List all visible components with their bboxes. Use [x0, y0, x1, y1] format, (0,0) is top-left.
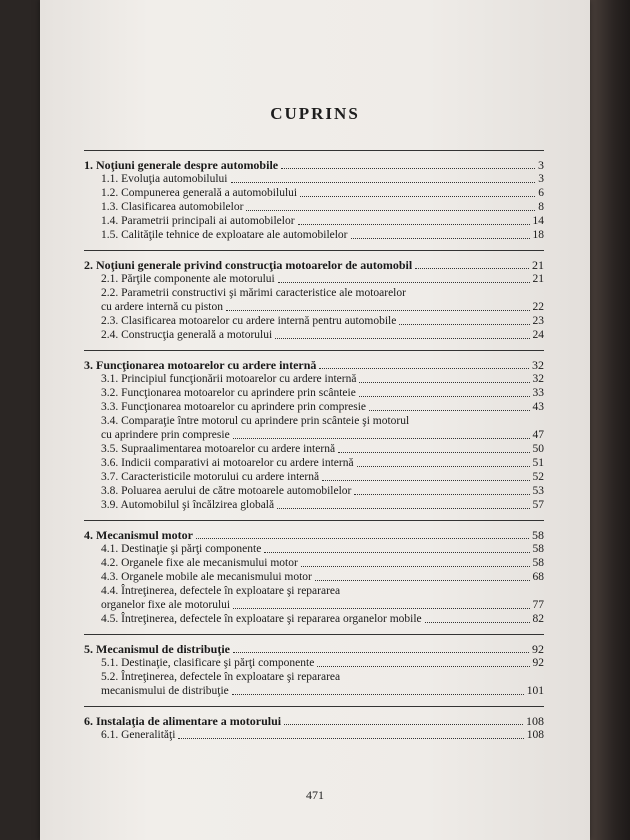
subsection-entry-page: 68: [532, 571, 544, 583]
subsection-entry: [84, 542, 544, 556]
subsection-entry-page: 58: [532, 543, 544, 555]
subsection-entry-text: 3.7. Caracteristicile motorului cu ardere internă: [101, 471, 320, 483]
dot-leader: [233, 608, 529, 609]
subsection-entry: [84, 484, 544, 498]
subsection-first-line: 5.2. Întreţinerea, defectele în exploatare şi repararea: [101, 671, 341, 683]
subsection-entry: [84, 386, 544, 400]
subsection-entry-page: 33: [532, 387, 544, 399]
toc-section: [84, 521, 544, 634]
subsection-entry: [84, 456, 544, 470]
subsection-entry: [84, 372, 544, 386]
toc-section: [84, 151, 544, 250]
chapter-heading: [84, 158, 544, 172]
chapter-heading: [84, 528, 544, 542]
subsection-entry: [84, 400, 544, 414]
dot-leader: [300, 196, 535, 197]
dot-leader: [246, 210, 535, 211]
subsection-entry-page: 3: [538, 173, 544, 185]
subsection-entry: [84, 300, 544, 314]
dot-leader: [264, 552, 529, 553]
book-page: [40, 0, 590, 840]
subsection-entry-page: 14: [532, 215, 544, 227]
subsection-entry: [84, 612, 544, 626]
subsection-entry: [84, 186, 544, 200]
subsection-entry: [84, 172, 544, 186]
dot-leader: [232, 694, 524, 695]
page-title: CUPRINS: [270, 104, 360, 123]
subsection-entry-text: 3.3. Funcţionarea motoarelor cu aprindere prin compresie: [101, 401, 367, 413]
chapter-heading-text: 4. Mecanismul motor: [84, 528, 193, 542]
subsection-entry-page: 92: [532, 657, 544, 669]
dot-leader: [178, 738, 523, 739]
subsection-entry-page: 53: [532, 485, 544, 497]
subsection-entry-page: 24: [532, 329, 544, 341]
subsection-entry: [84, 314, 544, 328]
dot-leader: [399, 324, 529, 325]
subsection-entry-text: 1.2. Compunerea generală a automobilului: [101, 187, 298, 199]
subsection-entry-page: 51: [532, 457, 544, 469]
dot-leader: [233, 438, 530, 439]
subsection-entry-page: 23: [532, 315, 544, 327]
subsection-entry-page: 57: [532, 499, 544, 511]
toc-section: [84, 635, 544, 706]
toc-section: [84, 251, 544, 350]
subsection-entry-text: cu ardere internă cu piston: [101, 301, 223, 313]
subsection-entry: [84, 728, 544, 742]
subsection-entry: [84, 570, 544, 584]
chapter-heading-page: 32: [532, 358, 544, 372]
subsection-entry-text: 2.4. Construcţia generală a motorului: [101, 329, 273, 341]
chapter-heading-text: 5. Mecanismul de distribuţie: [84, 642, 230, 656]
dot-leader: [359, 382, 529, 383]
subsection-first-line: 3.4. Comparaţie între motorul cu aprindere prin scânteie şi motorul: [101, 415, 410, 427]
subsection-entry-page: 77: [532, 599, 544, 611]
subsection-entry: [84, 214, 544, 228]
dot-leader: [354, 494, 529, 495]
subsection-entry-page: 43: [532, 401, 544, 413]
subsection-first-line: 4.4. Întreţinerea, defectele în exploatare şi repararea: [101, 585, 341, 597]
dot-leader: [315, 580, 530, 581]
subsection-entry-text: 4.5. Întreţinerea, defectele în exploatare şi repararea organelor mobile: [101, 613, 422, 625]
subsection-entry-text: 4.2. Organele fixe ale mecanismului motor: [101, 557, 298, 569]
subsection-entry-page: 32: [532, 373, 544, 385]
chapter-heading-page: 92: [532, 642, 544, 656]
dot-leader: [359, 396, 530, 397]
subsection-entry-page: 6: [538, 187, 544, 199]
subsection-entry-text: 2.3. Clasificarea motoarelor cu ardere internă pentru automobile: [101, 315, 397, 327]
chapter-heading-page: 58: [532, 528, 544, 542]
dot-leader: [301, 566, 530, 567]
subsection-entry-text: 2.1. Părţile componente ale motorului: [101, 273, 275, 285]
subsection-entry-text: cu aprindere prin compresie: [101, 429, 230, 441]
dot-leader: [298, 224, 530, 225]
subsection-entry: [84, 228, 544, 242]
subsection-first-line: 2.2. Parametrii constructivi şi mărimi caracteristice ale motoarelor: [101, 287, 406, 299]
table-of-contents: [84, 150, 544, 750]
subsection-entry: [84, 470, 544, 484]
dot-leader: [425, 622, 530, 623]
chapter-heading-text: 6. Instalaţia de alimentare a motorului: [84, 714, 282, 728]
chapter-heading-page: 3: [538, 158, 544, 172]
subsection-entry-page: 58: [532, 557, 544, 569]
subsection-entry-page: 8: [538, 201, 544, 213]
subsection-entry-text: 1.1. Evoluţia automobilului: [101, 173, 228, 185]
dot-leader: [226, 310, 530, 311]
subsection-entry-text: 1.4. Parametrii principali ai automobilelor: [101, 215, 295, 227]
dot-leader: [415, 268, 529, 269]
chapter-heading-text: 2. Noţiuni generale privind construcţia motoarelor de automobil: [84, 258, 413, 272]
subsection-entry: [84, 656, 544, 670]
subsection-entry-page: 101: [526, 685, 544, 697]
subsection-entry-text: 4.1. Destinaţie şi părţi componente: [101, 543, 262, 555]
dot-leader: [319, 368, 529, 369]
chapter-heading-text: 1. Noţiuni generale despre automobile: [84, 158, 279, 172]
chapter-heading-page: 21: [532, 258, 544, 272]
subsection-entry-page: 52: [532, 471, 544, 483]
subsection-entry-text: 3.8. Poluarea aerului de către motoarele automobilelor: [101, 485, 352, 497]
dot-leader: [357, 466, 530, 467]
subsection-entry-text: 3.1. Principiul funcţionării motoarelor cu ardere internă: [101, 373, 357, 385]
subsection-entry: [84, 498, 544, 512]
book-spine: [590, 0, 630, 840]
dot-leader: [275, 338, 529, 339]
subsection-entry: [84, 442, 544, 456]
chapter-heading-text: 3. Funcţionarea motoarelor cu ardere internă: [84, 358, 317, 372]
dot-leader: [338, 452, 529, 453]
dot-leader: [233, 652, 529, 653]
subsection-entry-page: 50: [532, 443, 544, 455]
subsection-entry: [84, 328, 544, 342]
dot-leader: [278, 282, 530, 283]
subsection-entry: [84, 598, 544, 612]
dot-leader: [277, 508, 529, 509]
chapter-heading: [84, 358, 544, 372]
subsection-entry-text: 1.3. Clasificarea automobilelor: [101, 201, 244, 213]
dot-leader: [284, 724, 523, 725]
subsection-entry-page: 82: [532, 613, 544, 625]
subsection-entry-page: 21: [532, 273, 544, 285]
subsection-entry-text: 6.1. Generalităţi: [101, 729, 176, 741]
chapter-heading: [84, 642, 544, 656]
subsection-entry-text: 5.1. Destinaţie, clasificare şi părţi componente: [101, 657, 315, 669]
subsection-entry-page: 22: [532, 301, 544, 313]
chapter-heading-page: 108: [526, 714, 544, 728]
subsection-entry: [84, 556, 544, 570]
dot-leader: [369, 410, 529, 411]
chapter-heading: [84, 714, 544, 728]
subsection-entry-text: 3.5. Supraalimentarea motoarelor cu ardere internă: [101, 443, 336, 455]
page-number: 471: [306, 788, 324, 802]
toc-section: [84, 707, 544, 750]
dot-leader: [231, 182, 536, 183]
subsection-entry: [84, 272, 544, 286]
toc-section: [84, 351, 544, 520]
subsection-entry-text: 4.3. Organele mobile ale mecanismului motor: [101, 571, 312, 583]
subsection-entry-page: 18: [532, 229, 544, 241]
subsection-entry: [84, 428, 544, 442]
dot-leader: [351, 238, 530, 239]
subsection-entry-text: 3.9. Automobilul şi încălzirea globală: [101, 499, 275, 511]
dot-leader: [317, 666, 529, 667]
subsection-entry-page: 47: [532, 429, 544, 441]
subsection-entry-text: 3.6. Indicii comparativi ai motoarelor cu ardere internă: [101, 457, 354, 469]
dot-leader: [196, 538, 529, 539]
subsection-entry: [84, 684, 544, 698]
chapter-heading: [84, 258, 544, 272]
subsection-entry-text: mecanismului de distribuţie: [101, 685, 229, 697]
dot-leader: [281, 168, 535, 169]
subsection-entry-text: 3.2. Funcţionarea motoarelor cu aprindere prin scânteie: [101, 387, 356, 399]
subsection-entry-text: organelor fixe ale motorului: [101, 599, 231, 611]
subsection-entry-page: 108: [526, 729, 544, 741]
subsection-entry-text: 1.5. Calităţile tehnice de exploatare ale automobilelor: [101, 229, 348, 241]
subsection-entry: [84, 200, 544, 214]
dot-leader: [322, 480, 529, 481]
